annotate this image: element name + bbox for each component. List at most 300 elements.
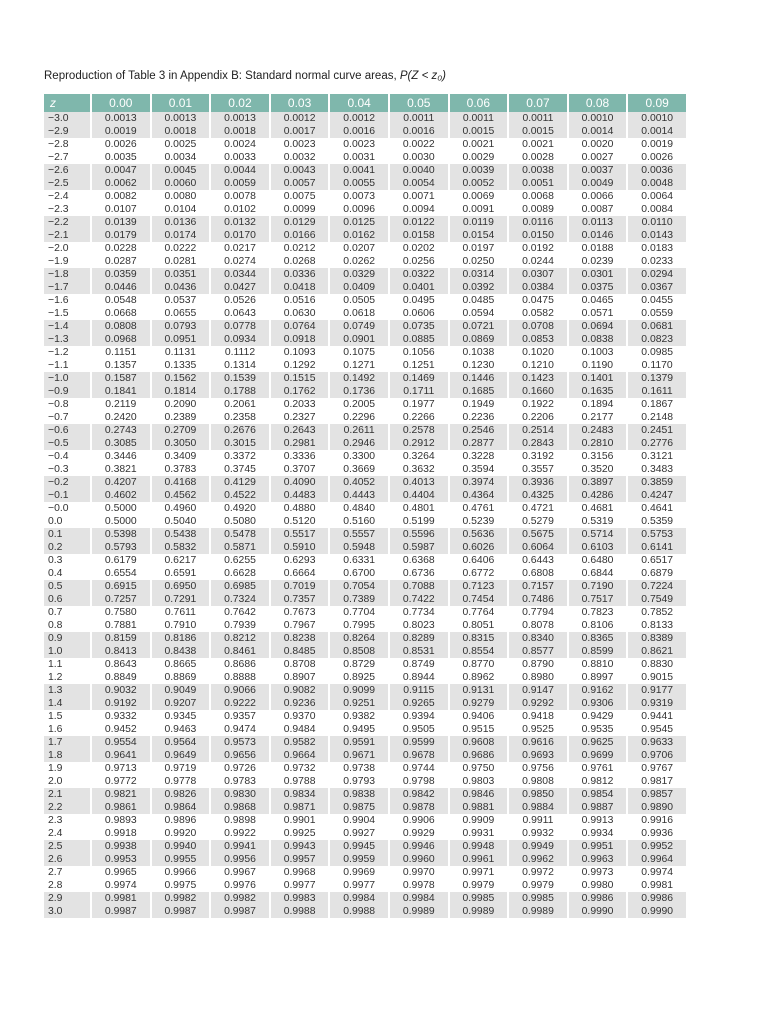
- column-header: 0.02: [209, 94, 269, 112]
- probability-cell: 0.6064: [507, 541, 567, 554]
- probability-cell: 0.7224: [626, 580, 686, 593]
- probability-cell: 0.0384: [507, 281, 567, 294]
- z-value-cell: −0.1: [44, 489, 90, 502]
- probability-cell: 0.9699: [567, 749, 627, 762]
- probability-cell: 0.9744: [388, 762, 448, 775]
- probability-cell: 0.9948: [448, 840, 508, 853]
- probability-cell: 0.9955: [150, 853, 210, 866]
- probability-cell: 0.0968: [90, 333, 150, 346]
- probability-cell: 0.5160: [328, 515, 388, 528]
- probability-cell: 0.5596: [388, 528, 448, 541]
- probability-cell: 0.7389: [328, 593, 388, 606]
- probability-cell: 0.9878: [388, 801, 448, 814]
- probability-cell: 0.9505: [388, 723, 448, 736]
- probability-cell: 0.9656: [209, 749, 269, 762]
- probability-cell: 0.9960: [388, 853, 448, 866]
- probability-cell: 0.7611: [150, 606, 210, 619]
- probability-cell: 0.0040: [388, 164, 448, 177]
- z-value-cell: 2.1: [44, 788, 90, 801]
- probability-cell: 0.9904: [328, 814, 388, 827]
- probability-cell: 0.0132: [209, 216, 269, 229]
- probability-cell: 0.0244: [507, 255, 567, 268]
- probability-cell: 0.0367: [626, 281, 686, 294]
- probability-cell: 0.9251: [328, 697, 388, 710]
- probability-cell: 0.1230: [448, 359, 508, 372]
- probability-cell: 0.9177: [626, 684, 686, 697]
- probability-cell: 0.0668: [90, 307, 150, 320]
- z-value-cell: −2.6: [44, 164, 90, 177]
- probability-cell: 0.9292: [507, 697, 567, 710]
- z-value-cell: 1.5: [48, 711, 63, 722]
- probability-cell: 0.9932: [507, 827, 567, 840]
- probability-cell: 0.8643: [90, 658, 150, 671]
- probability-cell: 0.0643: [209, 307, 269, 320]
- probability-cell: 0.0918: [269, 333, 329, 346]
- probability-cell: 0.4325: [507, 489, 567, 502]
- z-value-cell: 0.3: [48, 555, 63, 566]
- probability-cell: 0.9778: [150, 775, 210, 788]
- probability-cell: 0.5239: [448, 515, 508, 528]
- probability-cell: 0.5279: [507, 515, 567, 528]
- probability-cell: 0.9738: [328, 762, 388, 775]
- column-header: 0.07: [507, 94, 567, 112]
- probability-cell: 0.0014: [567, 125, 627, 138]
- z-value-cell: −0.4: [48, 451, 69, 462]
- probability-cell: 0.0344: [209, 268, 269, 281]
- table-row: [44, 853, 686, 866]
- probability-cell: 0.3446: [90, 450, 150, 463]
- probability-cell: 0.9803: [448, 775, 508, 788]
- probability-cell: 0.9826: [150, 788, 210, 801]
- probability-cell: 0.9834: [269, 788, 329, 801]
- probability-cell: 0.0116: [507, 216, 567, 229]
- probability-cell: 0.0012: [269, 112, 329, 125]
- probability-cell: 0.8770: [448, 658, 508, 671]
- probability-cell: 0.3192: [507, 450, 567, 463]
- z-value-cell: −0.8: [48, 399, 69, 410]
- probability-cell: 0.0207: [328, 242, 388, 255]
- z-value-cell: −0.7: [48, 412, 69, 423]
- probability-cell: 0.0192: [507, 242, 567, 255]
- probability-cell: 0.9957: [269, 853, 329, 866]
- probability-cell: 0.8159: [90, 632, 150, 645]
- probability-cell: 0.9049: [150, 684, 210, 697]
- probability-cell: 0.9573: [209, 736, 269, 749]
- probability-cell: 0.6591: [150, 567, 210, 580]
- probability-cell: 0.8485: [269, 645, 329, 658]
- table-row: [44, 658, 686, 671]
- probability-cell: 0.9913: [567, 814, 627, 827]
- probability-cell: 0.9931: [448, 827, 508, 840]
- probability-cell: 0.8186: [150, 632, 210, 645]
- probability-cell: 0.7088: [388, 580, 448, 593]
- probability-cell: 0.3859: [626, 476, 686, 489]
- probability-cell: 0.3557: [507, 463, 567, 476]
- probability-cell: 0.9082: [269, 684, 329, 697]
- probability-cell: 0.0150: [507, 229, 567, 242]
- probability-cell: 0.4602: [90, 489, 150, 502]
- column-header: 0.06: [448, 94, 508, 112]
- probability-cell: 0.9625: [567, 736, 627, 749]
- probability-cell: 0.9975: [150, 879, 210, 892]
- probability-cell: 0.9798: [388, 775, 448, 788]
- probability-cell: 0.6179: [90, 554, 150, 567]
- probability-cell: 0.9131: [448, 684, 508, 697]
- probability-cell: 0.2981: [269, 437, 329, 450]
- probability-cell: 0.9977: [328, 879, 388, 892]
- probability-cell: 0.6026: [448, 541, 508, 554]
- z-value-cell: −2.2: [44, 216, 90, 229]
- probability-cell: 0.2451: [626, 424, 686, 437]
- z-value-cell: 2.3: [48, 815, 63, 826]
- probability-cell: 0.0594: [448, 307, 508, 320]
- probability-cell: 0.9974: [626, 866, 686, 879]
- probability-cell: 0.7123: [448, 580, 508, 593]
- table-row: [44, 814, 686, 827]
- probability-cell: 0.0017: [269, 125, 329, 138]
- probability-cell: 0.6950: [150, 580, 210, 593]
- table-body: [44, 112, 686, 918]
- probability-cell: 0.1762: [269, 385, 329, 398]
- probability-cell: 0.0838: [567, 333, 627, 346]
- probability-cell: 0.9985: [507, 892, 567, 905]
- caption-text: Reproduction of Table 3 in Appendix B: Standard normal curve areas,: [44, 70, 400, 82]
- probability-cell: 0.9972: [507, 866, 567, 879]
- probability-cell: 0.1539: [209, 372, 269, 385]
- probability-cell: 0.9838: [328, 788, 388, 801]
- probability-cell: 0.4090: [269, 476, 329, 489]
- probability-cell: 0.5000: [90, 502, 150, 515]
- table-row: [44, 151, 686, 164]
- probability-cell: 0.0294: [626, 268, 686, 281]
- probability-cell: 0.9934: [567, 827, 627, 840]
- probability-cell: 0.0202: [388, 242, 448, 255]
- probability-cell: 0.2148: [626, 411, 686, 424]
- table-row: [44, 528, 686, 541]
- probability-cell: 0.9564: [150, 736, 210, 749]
- probability-cell: 0.0392: [448, 281, 508, 294]
- probability-cell: 0.8962: [448, 671, 508, 684]
- probability-cell: 0.3264: [388, 450, 448, 463]
- probability-cell: 0.4522: [209, 489, 269, 502]
- probability-cell: 0.0038: [507, 164, 567, 177]
- probability-cell: 0.9857: [626, 788, 686, 801]
- probability-cell: 0.0301: [567, 268, 627, 281]
- probability-cell: 0.9988: [328, 905, 388, 918]
- probability-cell: 0.1685: [448, 385, 508, 398]
- probability-cell: 0.0082: [90, 190, 150, 203]
- probability-cell: 0.0212: [269, 242, 329, 255]
- probability-cell: 0.0019: [626, 138, 686, 151]
- probability-cell: 0.2776: [626, 437, 686, 450]
- table-row: [44, 749, 686, 762]
- probability-cell: 0.9964: [626, 853, 686, 866]
- probability-cell: 0.8315: [448, 632, 508, 645]
- probability-cell: 0.3520: [567, 463, 627, 476]
- probability-cell: 0.0250: [448, 255, 508, 268]
- probability-cell: 0.8810: [567, 658, 627, 671]
- probability-cell: 0.0359: [90, 268, 150, 281]
- probability-cell: 0.0179: [90, 229, 150, 242]
- probability-cell: 0.0143: [626, 229, 686, 242]
- z-value-cell: 1.8: [44, 749, 90, 762]
- probability-cell: 0.1210: [507, 359, 567, 372]
- probability-cell: 0.4286: [567, 489, 627, 502]
- probability-cell: 0.8413: [90, 645, 150, 658]
- probability-cell: 0.0091: [448, 203, 508, 216]
- probability-cell: 0.9977: [269, 879, 329, 892]
- table-row: [44, 164, 686, 177]
- table-row: [44, 879, 686, 892]
- probability-cell: 0.9394: [388, 710, 448, 723]
- column-header: 0.05: [388, 94, 448, 112]
- probability-cell: 0.0018: [150, 125, 210, 138]
- probability-cell: 0.0139: [90, 216, 150, 229]
- probability-cell: 0.0080: [150, 190, 210, 203]
- probability-cell: 0.0239: [567, 255, 627, 268]
- table-row: [44, 892, 686, 905]
- probability-cell: 0.9406: [448, 710, 508, 723]
- probability-cell: 0.7422: [388, 593, 448, 606]
- probability-cell: 0.8686: [209, 658, 269, 671]
- probability-cell: 0.2296: [328, 411, 388, 424]
- probability-cell: 0.0099: [269, 203, 329, 216]
- probability-cell: 0.0012: [328, 112, 388, 125]
- probability-cell: 0.6217: [150, 554, 210, 567]
- probability-cell: 0.4641: [626, 502, 686, 515]
- probability-cell: 0.0013: [209, 112, 269, 125]
- probability-cell: 0.0526: [209, 294, 269, 307]
- probability-cell: 0.1379: [626, 372, 686, 385]
- probability-cell: 0.8340: [507, 632, 567, 645]
- probability-cell: 0.6331: [328, 554, 388, 567]
- probability-cell: 0.0228: [90, 242, 150, 255]
- probability-cell: 0.2236: [448, 411, 508, 424]
- z-value-cell: 0.0: [48, 516, 63, 527]
- probability-cell: 0.5987: [388, 541, 448, 554]
- probability-cell: 0.0655: [150, 307, 210, 320]
- probability-cell: 0.9713: [90, 762, 150, 775]
- table-row: [44, 684, 686, 697]
- probability-cell: 0.9382: [328, 710, 388, 723]
- probability-cell: 0.9956: [209, 853, 269, 866]
- probability-cell: 0.8708: [269, 658, 329, 671]
- z-value-cell: −0.0: [48, 503, 69, 514]
- probability-cell: 0.9871: [269, 801, 329, 814]
- probability-cell: 0.9864: [150, 801, 210, 814]
- z-value-cell: 1.6: [48, 724, 63, 735]
- probability-cell: 0.5080: [209, 515, 269, 528]
- probability-cell: 0.1423: [507, 372, 567, 385]
- table-row: [44, 671, 686, 684]
- probability-cell: 0.8264: [328, 632, 388, 645]
- probability-cell: 0.6368: [388, 554, 448, 567]
- table-row: [44, 801, 686, 814]
- z-value-cell: 0.4: [48, 568, 63, 579]
- probability-cell: 0.0020: [567, 138, 627, 151]
- z-value-cell: 1.2: [48, 672, 63, 683]
- probability-cell: 0.1003: [567, 346, 627, 359]
- probability-cell: 0.9965: [90, 866, 150, 879]
- table-row: [44, 632, 686, 645]
- probability-cell: 0.9147: [507, 684, 567, 697]
- probability-cell: 0.6443: [507, 554, 567, 567]
- table-caption: [44, 70, 446, 82]
- probability-cell: 0.0021: [448, 138, 508, 151]
- probability-cell: 0.9850: [507, 788, 567, 801]
- probability-cell: 0.6664: [269, 567, 329, 580]
- table-row: [44, 554, 686, 567]
- probability-cell: 0.7157: [507, 580, 567, 593]
- probability-cell: 0.0170: [209, 229, 269, 242]
- probability-cell: 0.6103: [567, 541, 627, 554]
- table-row: [44, 762, 686, 775]
- probability-cell: 0.9812: [567, 775, 627, 788]
- table-row: [44, 385, 686, 398]
- probability-cell: 0.4681: [567, 502, 627, 515]
- z-value-cell: −0.5: [44, 437, 90, 450]
- table-row: [44, 242, 686, 255]
- z-value-cell: 0.9: [44, 632, 90, 645]
- probability-cell: 0.0721: [448, 320, 508, 333]
- probability-cell: 0.1660: [507, 385, 567, 398]
- probability-cell: 0.0026: [626, 151, 686, 164]
- probability-cell: 0.7939: [209, 619, 269, 632]
- probability-cell: 0.8621: [626, 645, 686, 658]
- table-row: [44, 177, 686, 190]
- probability-cell: 0.5636: [448, 528, 508, 541]
- z-value-cell: 0.1: [44, 528, 90, 541]
- probability-cell: 0.7324: [209, 593, 269, 606]
- probability-cell: 0.9941: [209, 840, 269, 853]
- column-header: 0.08: [567, 94, 627, 112]
- probability-cell: 0.0013: [150, 112, 210, 125]
- probability-cell: 0.3156: [567, 450, 627, 463]
- z-value-cell: 0.6: [44, 593, 90, 606]
- probability-cell: 0.0764: [269, 320, 329, 333]
- probability-cell: 0.4960: [150, 502, 210, 515]
- normal-curve-table: [44, 94, 686, 918]
- table-row: [44, 606, 686, 619]
- probability-cell: 0.9515: [448, 723, 508, 736]
- probability-cell: 0.7734: [388, 606, 448, 619]
- table-row: [44, 138, 686, 151]
- z-value-cell: −2.3: [48, 204, 69, 215]
- table-row: [44, 216, 686, 229]
- probability-cell: 0.9887: [567, 801, 627, 814]
- table-row: [44, 827, 686, 840]
- probability-cell: 0.1894: [567, 398, 627, 411]
- probability-cell: 0.8925: [328, 671, 388, 684]
- probability-cell: 0.0136: [150, 216, 210, 229]
- probability-cell: 0.0055: [328, 177, 388, 190]
- probability-cell: 0.3228: [448, 450, 508, 463]
- probability-cell: 0.9881: [448, 801, 508, 814]
- probability-cell: 0.0036: [626, 164, 686, 177]
- probability-cell: 0.9946: [388, 840, 448, 853]
- probability-cell: 0.0808: [90, 320, 150, 333]
- probability-cell: 0.4404: [388, 489, 448, 502]
- probability-cell: 0.4013: [388, 476, 448, 489]
- table-row: [44, 372, 686, 385]
- probability-cell: 0.9981: [626, 879, 686, 892]
- probability-cell: 0.0027: [567, 151, 627, 164]
- probability-cell: 0.7257: [90, 593, 150, 606]
- probability-cell: 0.1711: [388, 385, 448, 398]
- probability-cell: 0.3015: [209, 437, 269, 450]
- probability-cell: 0.9370: [269, 710, 329, 723]
- probability-cell: 0.9686: [448, 749, 508, 762]
- probability-cell: 0.7794: [507, 606, 567, 619]
- probability-cell: 0.9793: [328, 775, 388, 788]
- probability-cell: 0.9974: [90, 879, 150, 892]
- probability-cell: 0.7019: [269, 580, 329, 593]
- probability-cell: 0.8980: [507, 671, 567, 684]
- table-row: [44, 775, 686, 788]
- column-header: 0.03: [269, 94, 329, 112]
- probability-cell: 0.8729: [328, 658, 388, 671]
- probability-cell: 0.0044: [209, 164, 269, 177]
- probability-cell: 0.8051: [448, 619, 508, 632]
- probability-cell: 0.0026: [90, 138, 150, 151]
- probability-cell: 0.0233: [626, 255, 686, 268]
- table-row: [44, 450, 686, 463]
- table-row: [44, 125, 686, 138]
- probability-cell: 0.9922: [209, 827, 269, 840]
- caption-formula: P(Z < z₀): [399, 70, 446, 82]
- probability-cell: 0.8554: [448, 645, 508, 658]
- table-row: [44, 203, 686, 216]
- probability-cell: 0.0069: [448, 190, 508, 203]
- probability-cell: 0.1469: [388, 372, 448, 385]
- probability-cell: 0.0015: [448, 125, 508, 138]
- probability-cell: 0.9599: [388, 736, 448, 749]
- probability-cell: 0.9545: [626, 723, 686, 736]
- z-value-cell: −2.0: [48, 243, 69, 254]
- probability-cell: 0.4761: [448, 502, 508, 515]
- probability-cell: 0.0075: [269, 190, 329, 203]
- probability-cell: 0.5832: [150, 541, 210, 554]
- probability-cell: 0.0351: [150, 268, 210, 281]
- probability-cell: 0.1515: [269, 372, 329, 385]
- probability-cell: 0.0146: [567, 229, 627, 242]
- probability-cell: 0.0015: [507, 125, 567, 138]
- probability-cell: 0.1170: [626, 359, 686, 372]
- probability-cell: 0.0436: [150, 281, 210, 294]
- table-row: [44, 866, 686, 879]
- probability-cell: 0.9982: [209, 892, 269, 905]
- probability-cell: 0.9474: [209, 723, 269, 736]
- probability-cell: 0.8997: [567, 671, 627, 684]
- probability-cell: 0.0011: [388, 112, 448, 125]
- probability-cell: 0.2061: [209, 398, 269, 411]
- probability-cell: 0.0030: [388, 151, 448, 164]
- probability-cell: 0.2483: [567, 424, 627, 437]
- probability-cell: 0.9732: [269, 762, 329, 775]
- probability-cell: 0.9463: [150, 723, 210, 736]
- table-row: [44, 320, 686, 333]
- probability-cell: 0.6985: [209, 580, 269, 593]
- probability-cell: 0.0071: [388, 190, 448, 203]
- probability-cell: 0.7642: [209, 606, 269, 619]
- probability-cell: 0.9925: [269, 827, 329, 840]
- table-row: [44, 424, 686, 437]
- z-value-cell: −1.9: [48, 256, 69, 267]
- probability-cell: 0.0183: [626, 242, 686, 255]
- probability-cell: 0.3821: [90, 463, 150, 476]
- probability-cell: 0.1151: [90, 346, 150, 359]
- probability-cell: 0.3936: [507, 476, 567, 489]
